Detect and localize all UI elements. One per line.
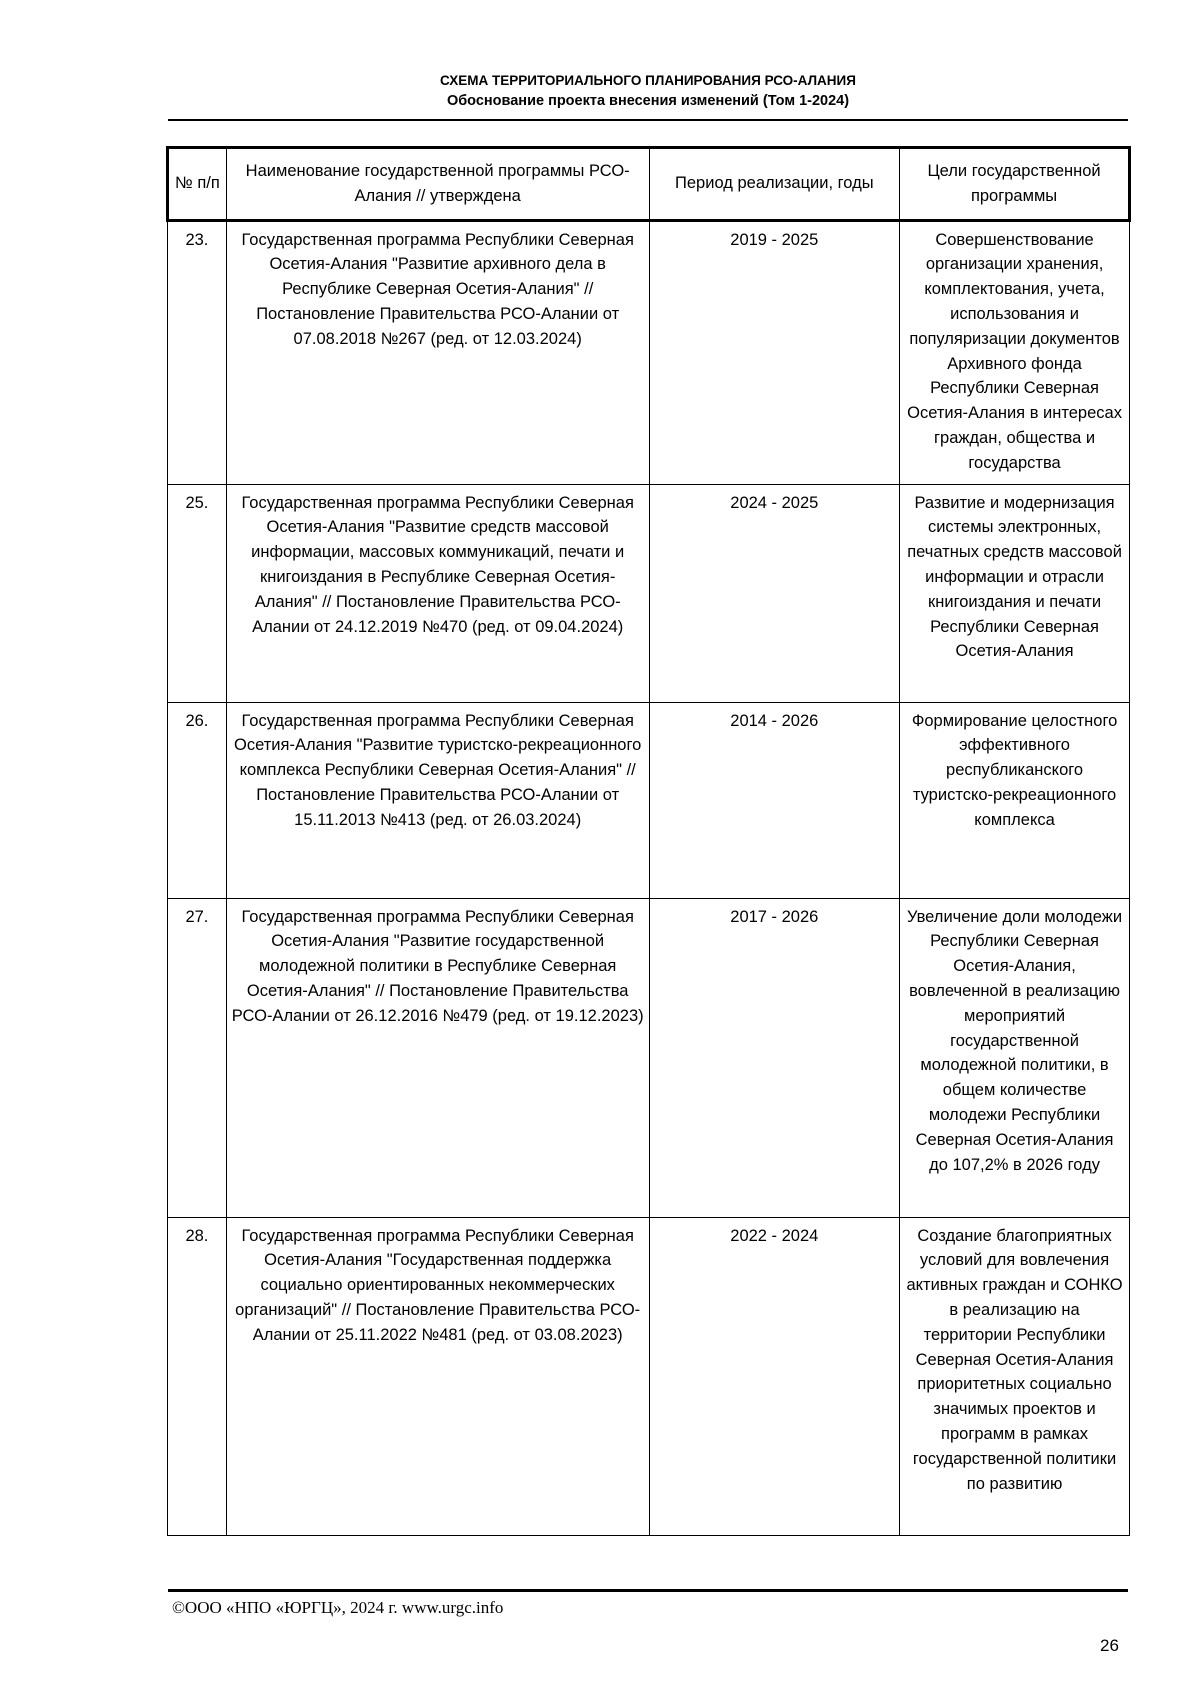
program-name: Государственная программа Республики Северная Осетия-Алания "Развитие туристско-рекреационного комплекса Республики Северная Осетия-Алания" // Постановление Правительства РСО-Алании от 15.11.2013 №413 (ред. от 26.03.2024) bbox=[226, 702, 649, 898]
program-name: Государственная программа Республики Северная Осетия-Алания "Развитие государственной молодежной политики в Республике Северная Осетия-Алания" // Постановление Правительства РСО-Алании от 26.12.2016 №479 (ред. от 19.12.2023) bbox=[226, 898, 649, 1217]
footer-divider bbox=[168, 1589, 1128, 1592]
row-number: 27. bbox=[168, 898, 227, 1217]
row-number: 23. bbox=[168, 220, 227, 484]
program-goal: Совершенствование организации хранения, комплектования, учета, использования и популяризации документов Архивного фонда Республики Северная Осетия-Алания в интересах граждан, общества и государства bbox=[900, 220, 1130, 484]
page-header bbox=[168, 70, 1128, 112]
program-goal: Увеличение доли молодежи Республики Северная Осетия-Алания, вовлеченной в реализацию мероприятий государственной молодежной политики, в общем количестве молодежи Республики Северная Осетия-Алания до 107,2% в 2026 году bbox=[900, 898, 1130, 1217]
program-goal: Развитие и модернизация системы электронных, печатных средств массовой информации и отрасли книгоиздания и печати Республики Северная Осетия-Алания bbox=[900, 484, 1130, 702]
document-title: СХЕМА ТЕРРИТОРИАЛЬНОГО ПЛАНИРОВАНИЯ РСО-АЛАНИЯ bbox=[440, 73, 856, 88]
header-divider bbox=[168, 119, 1128, 121]
program-period: 2024 - 2025 bbox=[649, 484, 900, 702]
table-row bbox=[168, 484, 1130, 702]
column-header-number: № п/п bbox=[168, 148, 227, 221]
column-header-name: Наименование государственной программы РСО-Алания // утверждена bbox=[226, 148, 649, 221]
column-header-period: Период реализации, годы bbox=[649, 148, 900, 221]
program-goal: Формирование целостного эффективного республиканского туристско-рекреационного комплекса bbox=[900, 702, 1130, 898]
program-period: 2017 - 2026 bbox=[649, 898, 900, 1217]
program-period: 2022 - 2024 bbox=[649, 1217, 900, 1535]
row-number: 26. bbox=[168, 702, 227, 898]
copyright-text: ©ООО «НПО «ЮРГЦ», 2024 г. www.urgc.info bbox=[172, 1598, 504, 1617]
column-header-goals: Цели государственной программы bbox=[900, 148, 1130, 221]
table-row bbox=[168, 220, 1130, 484]
program-period: 2019 - 2025 bbox=[649, 220, 900, 484]
program-period: 2014 - 2026 bbox=[649, 702, 900, 898]
programs-table bbox=[166, 146, 1131, 1536]
table-row bbox=[168, 898, 1130, 1217]
table-row bbox=[168, 1217, 1130, 1535]
page-number: 26 bbox=[1100, 1636, 1119, 1655]
program-name: Государственная программа Республики Северная Осетия-Алания "Развитие средств массовой информации, массовых коммуникаций, печати и книгоиздания в Республике Северная Осетия-Алания" // Постановление Правительства РСО-Алании от 24.12.2019 №470 (ред. от 09.04.2024) bbox=[226, 484, 649, 702]
program-name: Государственная программа Республики Северная Осетия-Алания "Развитие архивного дела в Республике Северная Осетия-Алания" // Постановление Правительства РСО-Алании от 07.08.2018 №267 (ред. от 12.03.2024) bbox=[226, 220, 649, 484]
document-subtitle: Обоснование проекта внесения изменений (Том 1-2024) bbox=[446, 93, 850, 109]
row-number: 28. bbox=[168, 1217, 227, 1535]
program-goal: Создание благоприятных условий для вовлечения активных граждан и СОНКО в реализацию на территории Республики Северная Осетия-Алания приоритетных социально значимых проектов и программ в рамках государственной политики по развитию bbox=[900, 1217, 1130, 1535]
program-name: Государственная программа Республики Северная Осетия-Алания "Государственная поддержка социально ориентированных некоммерческих организаций" // Постановление Правительства РСО-Алании от 25.11.2022 №481 (ред. от 03.08.2023) bbox=[226, 1217, 649, 1535]
table-header-row bbox=[168, 148, 1130, 221]
row-number: 25. bbox=[168, 484, 227, 702]
table-row bbox=[168, 702, 1130, 898]
